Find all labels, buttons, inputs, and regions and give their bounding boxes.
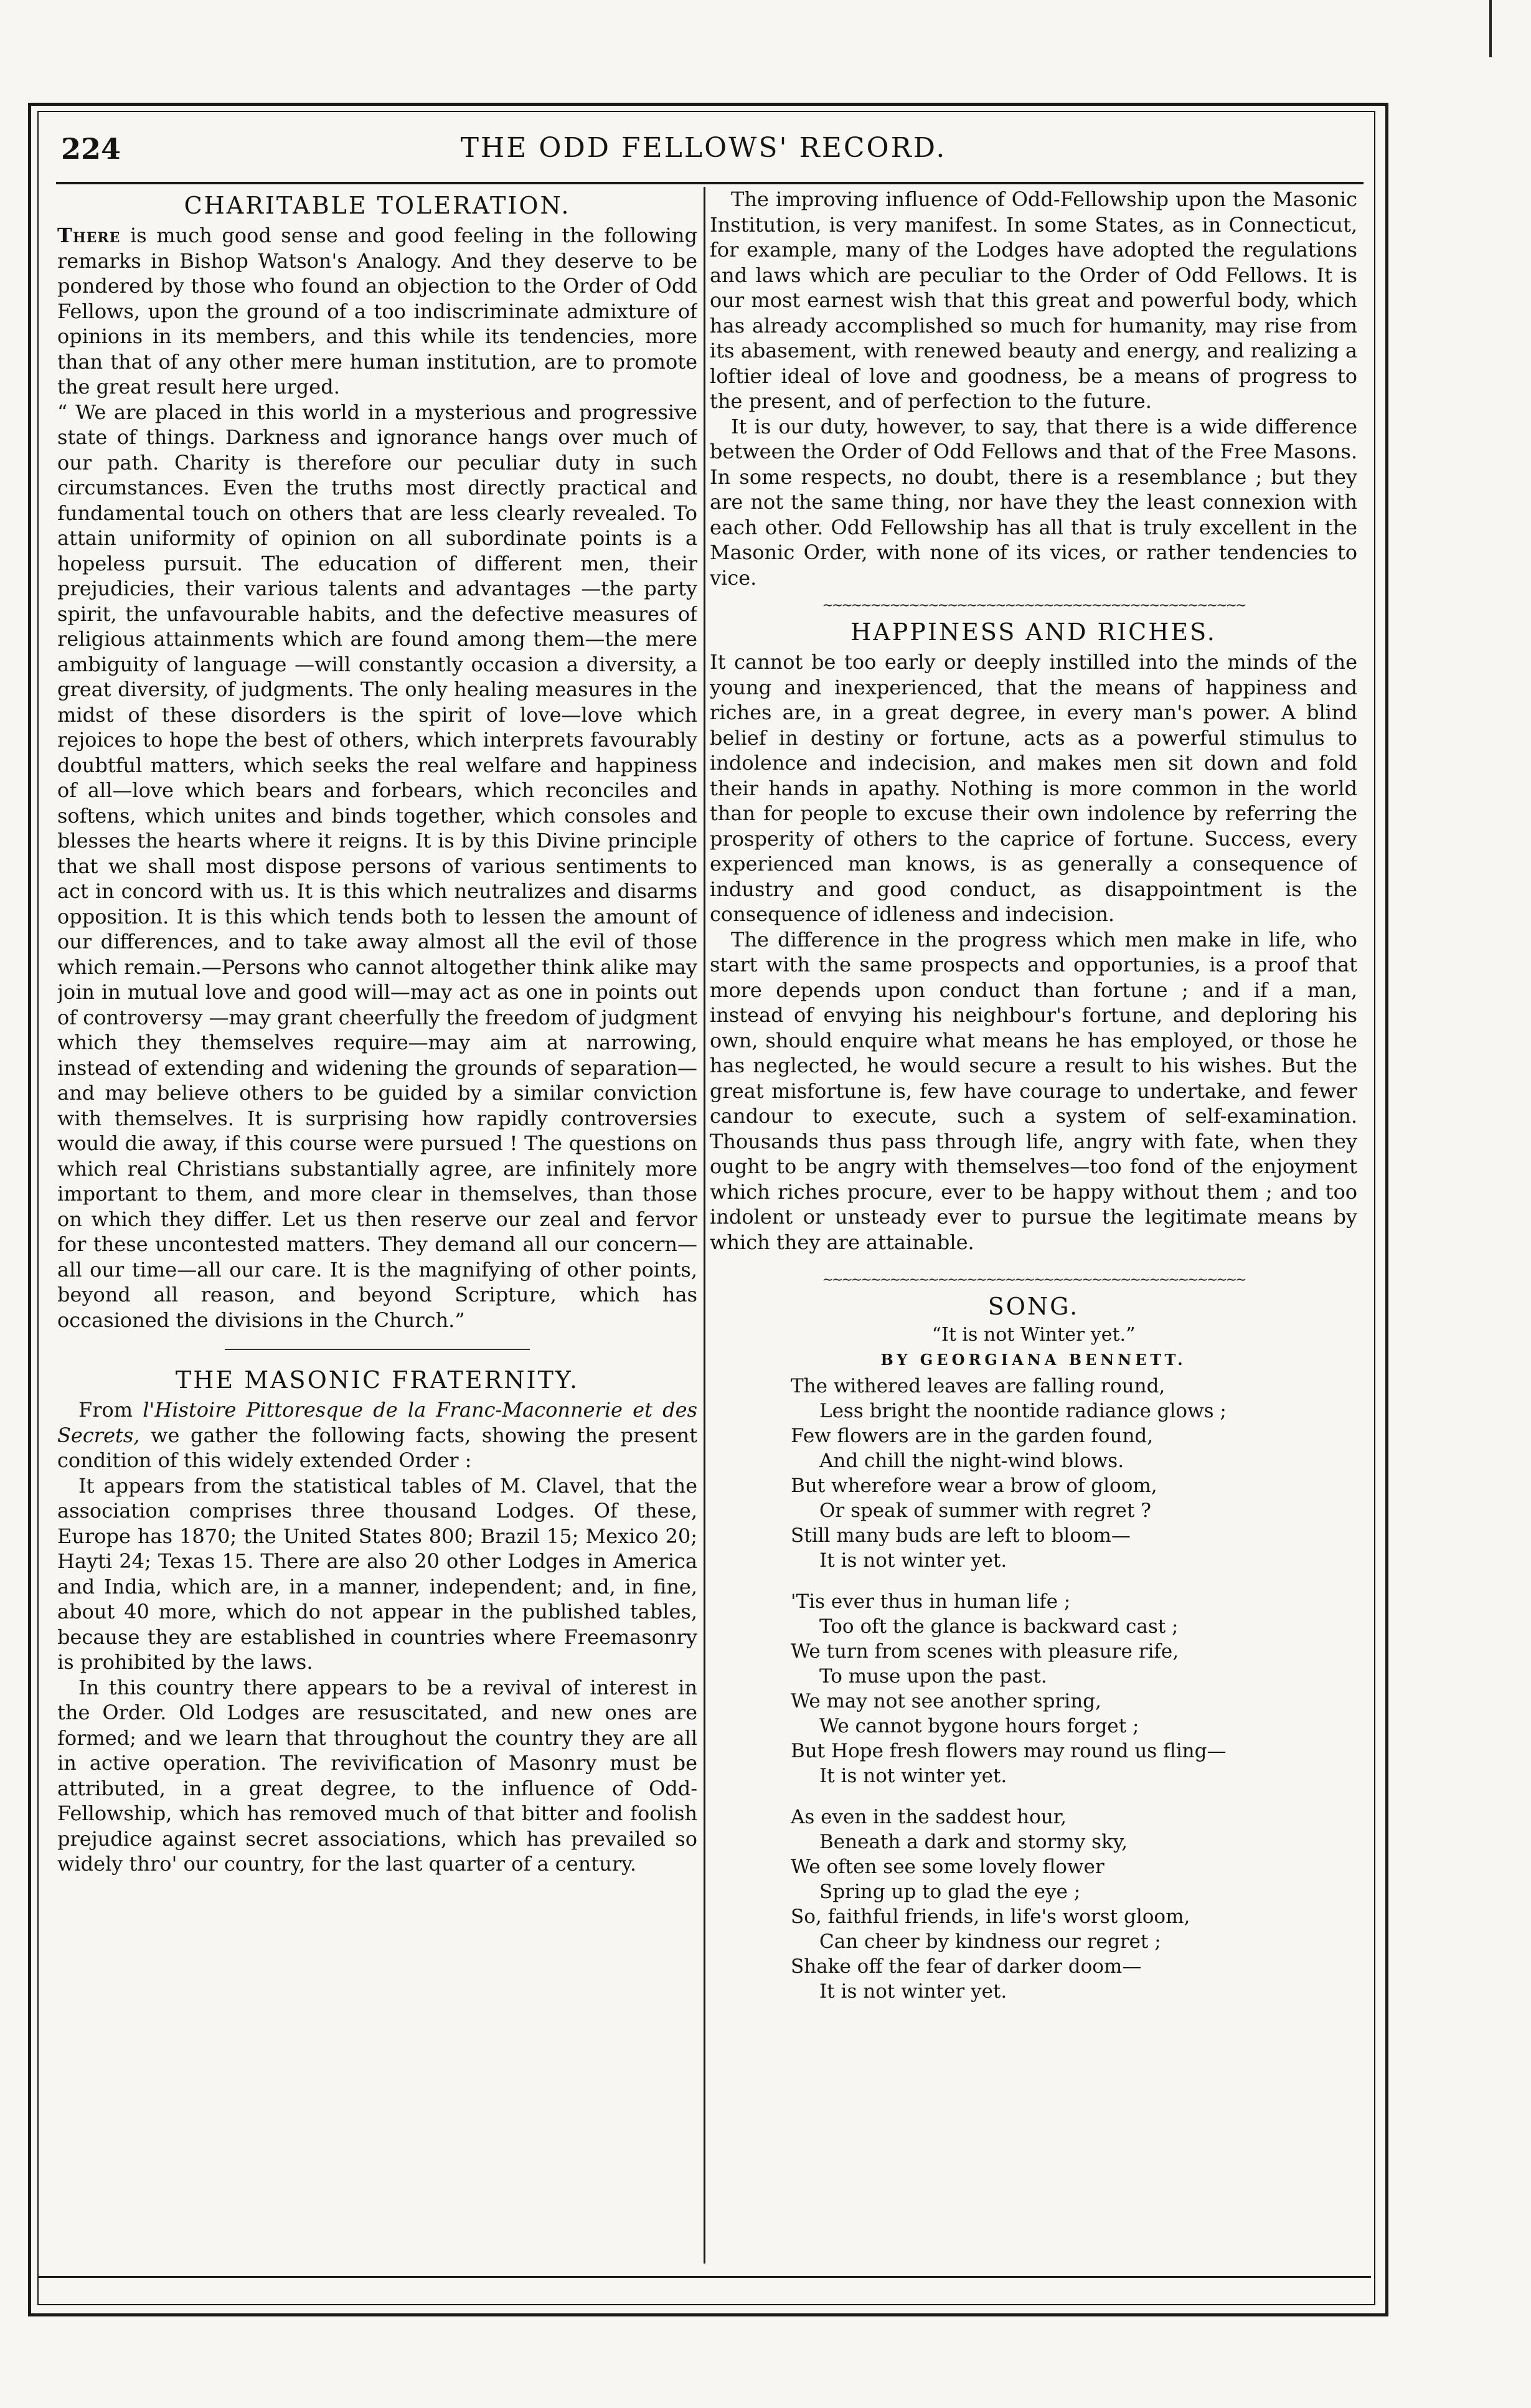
verse-line: We may not see another spring, bbox=[791, 1690, 1101, 1712]
stanza bbox=[791, 1589, 1357, 1788]
verse-line: We often see some lovely flower bbox=[791, 1856, 1105, 1878]
margin-rule bbox=[1489, 0, 1492, 57]
paragraph: It cannot be too early or deeply instilled into the minds of the young and inexperienced, that the means of happiness and riches are, in a great degree, in every man's power. A blind belief in destiny or fortune, acts as a powerful stimulus to indolence and indecision, and makes men sit down and fold their hands in apathy. Nothing is more common in the world than for people to excuse their own indolence by referring the prosperity of others to the caprice of fortune. Success, every experienced man knows, is as generally a consequence of industry and good conduct, as disappointment is the consequence of idleness and indecision. bbox=[710, 650, 1357, 926]
verse-line: We turn from scenes with pleasure rife, bbox=[791, 1640, 1179, 1663]
paragraph-text: we gather the following facts, showing the present condition of this widely extended Order : bbox=[57, 1423, 697, 1472]
verse-line: 'Tis ever thus in human life ; bbox=[791, 1590, 1071, 1613]
article-title: HAPPINESS AND RICHES. bbox=[850, 618, 1217, 646]
paragraph: It is our duty, however, to say, that there is a wide difference between the Order of Odd Fellows and that of the Free Masons. In some respects, no doubt, there is a resemblance ; but they are not the same thing, nor have they the least connexion with each other. Odd Fellowship has all that is truly excellent in the Masonic Order, with none of its vices, or rather tendencies to vice. bbox=[710, 414, 1357, 590]
wavy-ornament: ∼∼∼∼∼∼∼∼∼∼∼∼∼∼∼∼∼∼∼∼∼∼∼∼∼∼∼∼∼∼∼∼∼∼∼∼∼∼∼∼∼∼∼∼ bbox=[822, 1272, 1245, 1288]
song-byline: BY GEORGIANA BENNETT. bbox=[880, 1351, 1187, 1369]
section-divider bbox=[225, 1349, 530, 1350]
paragraph bbox=[57, 223, 697, 400]
paragraph: “ We are placed in this world in a mysterious and progressive state of things. Darkness and ignorance hangs over much of our path. Charity is therefore our peculiar duty in such circumstances. Even the truths most directly practical and fundamental touch on others that are less clearly revealed. To attain uniformity of opinion on all subordinate points is a hopeless pursuit. The education of different men, their prejudicies, their various talents and advantages —the party spirit, the unfavourable habits, and the defective measures of religious attainments which are found among them—the mere ambiguity of language —will constantly occasion a diversity, a great diversity, of judgments. The only healing measures in the midst of these disorders is the spirit of love—love which rejoices to hope the best of others, which interprets favourably doubtful matters, which seeks the real welfare and happiness of all—love which bears and forbears, which reconciles and softens, which unites and binds together, which consoles and blesses the hearts where it reigns. It is by this Divine principle that we shall most dispose persons of various sentiments to act in concord with us. It is this which neutralizes and disarms opposition. It is this which tends both to lessen the amount of our differences, and to take away almost all the evil of those which remain.—Persons who cannot altogether think alike may join in mutual love and good will—may act as one in points out of controversy —may grant cheerfully the freedom of judgment which they themselves require—may aim at narrowing, instead of extending and widening the grounds of separation—and may believe others to be guided by a similar conviction with themselves. It is surprising how rapidly controversies would die away, if this course were pursued ! The questions on which real Christians substantially agree, are infinitely more important to them, and more clear in themselves, than those on which they differ. Let us then reserve our zeal and fervor for these uncontested matters. They demand all our concern—all our time—all our care. It is the magnifying of other points, beyond all reason, and beyond Scripture, which has occasioned the divisions in the Church.” bbox=[57, 400, 697, 1332]
verse-line: Less bright the noontide radiance glows ; bbox=[819, 1400, 1227, 1422]
paragraph bbox=[57, 1397, 697, 1473]
column-divider bbox=[704, 187, 705, 2264]
paragraph: It appears from the statistical tables of M. Clavel, that the association comprises three thousand Lodges. Of these, Europe has 1870; the United States 800; Brazil 15; Mexico 20; Hayti 24; Texas 15. There are also 20 other Lodges in America and India, which are, in a manner, independent; and, in fine, about 40 more, which do not appear in the published tables, because they are established in countries where Freemasonry is prohibited by the laws. bbox=[57, 1473, 697, 1674]
paragraph-text: From bbox=[78, 1398, 143, 1422]
verse-line: Too oft the glance is backward cast ; bbox=[819, 1615, 1179, 1638]
verse-line: Spring up to glad the eye ; bbox=[819, 1881, 1081, 1903]
article-title: CHARITABLE TOLERATION. bbox=[184, 192, 571, 219]
article-title: THE MASONIC FRATERNITY. bbox=[175, 1366, 580, 1394]
source-title: l'Histoire Pittoresque de la Franc-Maconnerie et des Secrets, bbox=[57, 1398, 697, 1447]
paragraph: In this country there appears to be a revival of interest in the Order. Old Lodges are resuscitated, and new ones are formed; and we learn that throughout the country they are all in active operation. The revivification of Masonry must be attributed, in a great degree, to the influence of Odd-Fellowship, which has removed much of that bitter and foolish prejudice against secret associations, which has prevailed so widely thro' our country, for the last quarter of a century. bbox=[57, 1675, 697, 1876]
paragraph: The difference in the progress which men make in life, who start with the same prospects and opportunies, is a proof that more depends upon conduct than fortune ; and if a man, instead of envying his neighbour's fortune, and deploring his own, should enquire what means he has employed, or those he has neglected, he would secure a result to his wishes. But the great misfortune is, few have courage to undertake, and fewer candour to execute, such a system of self-examination. Thousands thus pass through life, angry with fate, when they ought to be angry with themselves—too fond of the enjoyment which riches procure, ever to be happy without them ; and too indolent or unsteady ever to pursue the legitimate means by which they are attainable. bbox=[710, 927, 1357, 1254]
verse-line: And chill the night-wind blows. bbox=[819, 1450, 1124, 1472]
verse-line: It is not winter yet. bbox=[819, 1980, 1007, 2003]
verse-line: It is not winter yet. bbox=[819, 1765, 1007, 1787]
verse-line: But wherefore wear a brow of gloom, bbox=[791, 1475, 1157, 1497]
verse-line: As even in the saddest hour, bbox=[791, 1806, 1067, 1828]
verse-line: But Hope fresh flowers may round us fling— bbox=[791, 1740, 1227, 1762]
song-subtitle: “It is not Winter yet.” bbox=[931, 1324, 1136, 1346]
verse-line: So, faithful friends, in life's worst gloom, bbox=[791, 1905, 1190, 1928]
song bbox=[710, 1293, 1357, 2004]
verse-line: We cannot bygone hours forget ; bbox=[819, 1715, 1139, 1737]
verse-line: Still many buds are left to bloom— bbox=[791, 1524, 1131, 1547]
verse-line: Can cheer by kindness our regret ; bbox=[819, 1930, 1161, 1953]
wavy-ornament: ∼∼∼∼∼∼∼∼∼∼∼∼∼∼∼∼∼∼∼∼∼∼∼∼∼∼∼∼∼∼∼∼∼∼∼∼∼∼∼∼∼∼∼∼ bbox=[822, 598, 1245, 613]
song-title: SONG. bbox=[987, 1293, 1080, 1320]
verse-line: It is not winter yet. bbox=[819, 1549, 1007, 1572]
header-rule bbox=[56, 182, 1364, 184]
verse-line: Shake off the fear of darker doom— bbox=[791, 1955, 1142, 1978]
bottom-rule bbox=[39, 2276, 1371, 2278]
paragraph: The improving influence of Odd-Fellowship upon the Masonic Institution, is very manifest. In some States, as in Connecticut, for example, many of the Lodges have adopted the regulations and laws which are peculiar to the Order of Odd Fellows. It is our most earnest wish that this great and powerful body, which has already accomplished so much for humanity, may rise from its abasement, with renewed beauty and energy, and realizing a loftier ideal of love and goodness, be a means of progress to the present, and of perfection to the future. bbox=[710, 187, 1357, 413]
article-happiness-riches bbox=[710, 618, 1357, 1255]
page-header bbox=[56, 131, 1351, 181]
verse-line: Few flowers are in the garden found, bbox=[791, 1425, 1154, 1447]
dropcap-word: There bbox=[57, 224, 121, 247]
running-title: THE ODD FELLOWS' RECORD. bbox=[460, 132, 947, 164]
verse-line: Beneath a dark and stormy sky, bbox=[819, 1831, 1128, 1853]
article-masonic-continued bbox=[710, 187, 1357, 590]
right-column bbox=[710, 187, 1357, 2270]
verse-line: To muse upon the past. bbox=[819, 1665, 1047, 1688]
verse-line: Or speak of summer with regret ? bbox=[819, 1499, 1151, 1522]
left-column bbox=[57, 187, 697, 2270]
stanza bbox=[791, 1374, 1357, 1573]
stanza bbox=[791, 1805, 1357, 2004]
article-masonic-fraternity bbox=[57, 1366, 697, 1877]
paragraph-text: is much good sense and good feeling in the following remarks in Bishop Watson's Analogy. And they deserve to be pondered by those who found an objection to the Order of Odd Fellows, upon the ground of a too indiscriminate admixture of opinions in its members, and this while its tendencies, more than that of any other mere human institution, are to promote the great result here urged. bbox=[57, 224, 697, 399]
article-charitable-toleration bbox=[57, 192, 697, 1333]
page-number: 224 bbox=[61, 132, 121, 166]
verse-line: The withered leaves are falling round, bbox=[791, 1375, 1166, 1397]
